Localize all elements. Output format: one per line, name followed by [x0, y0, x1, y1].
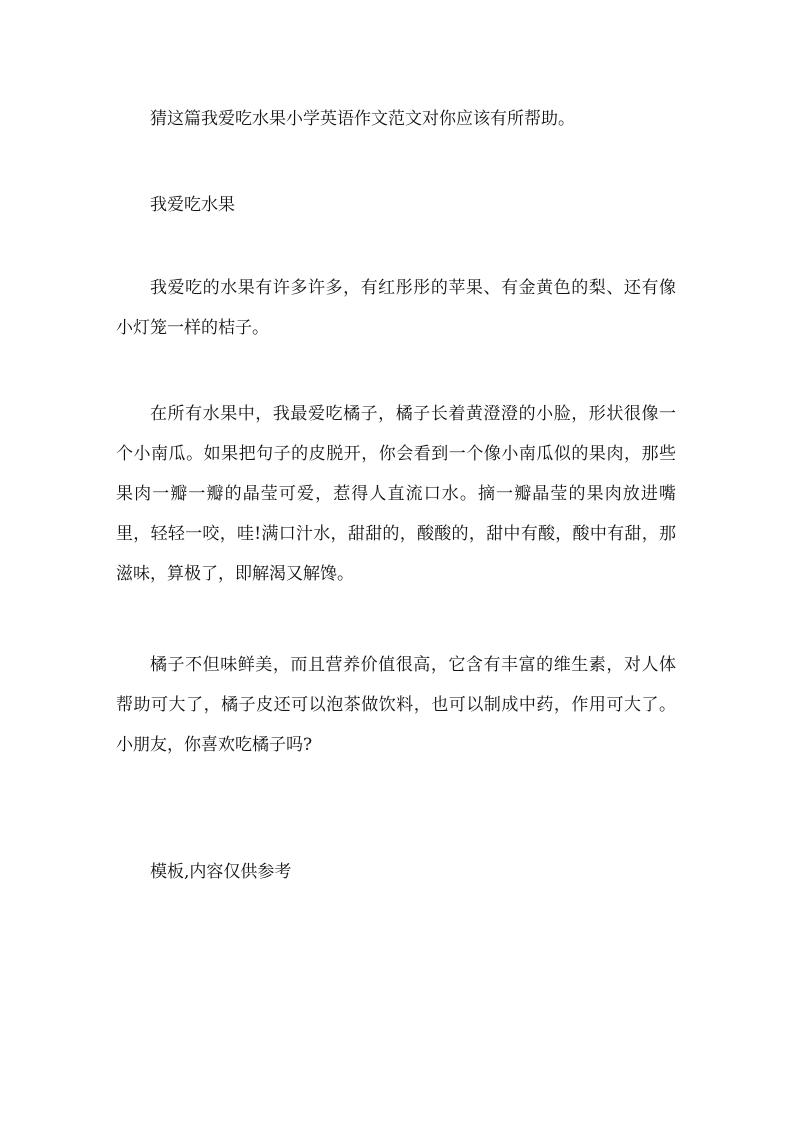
body-paragraph-3: 橘子不但味鲜美，而且营养价值很高，它含有丰富的维生素，对人体帮助可大了，橘子皮还可以泡茶做饮料，也可以制成中药，作用可大了。小朋友，你喜欢吃橘子吗?	[116, 655, 676, 755]
intro-paragraph: 猜这篇我爱吃水果小学英语作文范文对你应该有所帮助。	[150, 109, 575, 129]
body-paragraph-1: 我爱吃的水果有许多许多，有红彤彤的苹果、有金黄色的梨、还有像小灯笼一样的桔子。	[116, 278, 676, 338]
body-paragraph-2: 在所有水果中，我最爱吃橘子，橘子长着黄澄澄的小脸，形状很像一个小南瓜。如果把句子的皮脱开，你会看到一个像小南瓜似的果肉，那些果肉一瓣一瓣的晶莹可爱，惹得人直流口水。摘一瓣晶莹的果肉放进嘴里，轻轻一咬，哇!满口汁水，甜甜的，酸酸的，甜中有酸，酸中有甜，那滋味，算极了，即解渴又解馋。	[116, 404, 676, 584]
footer-note: 模板,内容仅供参考	[150, 862, 292, 882]
essay-title: 我爱吃水果	[150, 195, 235, 215]
